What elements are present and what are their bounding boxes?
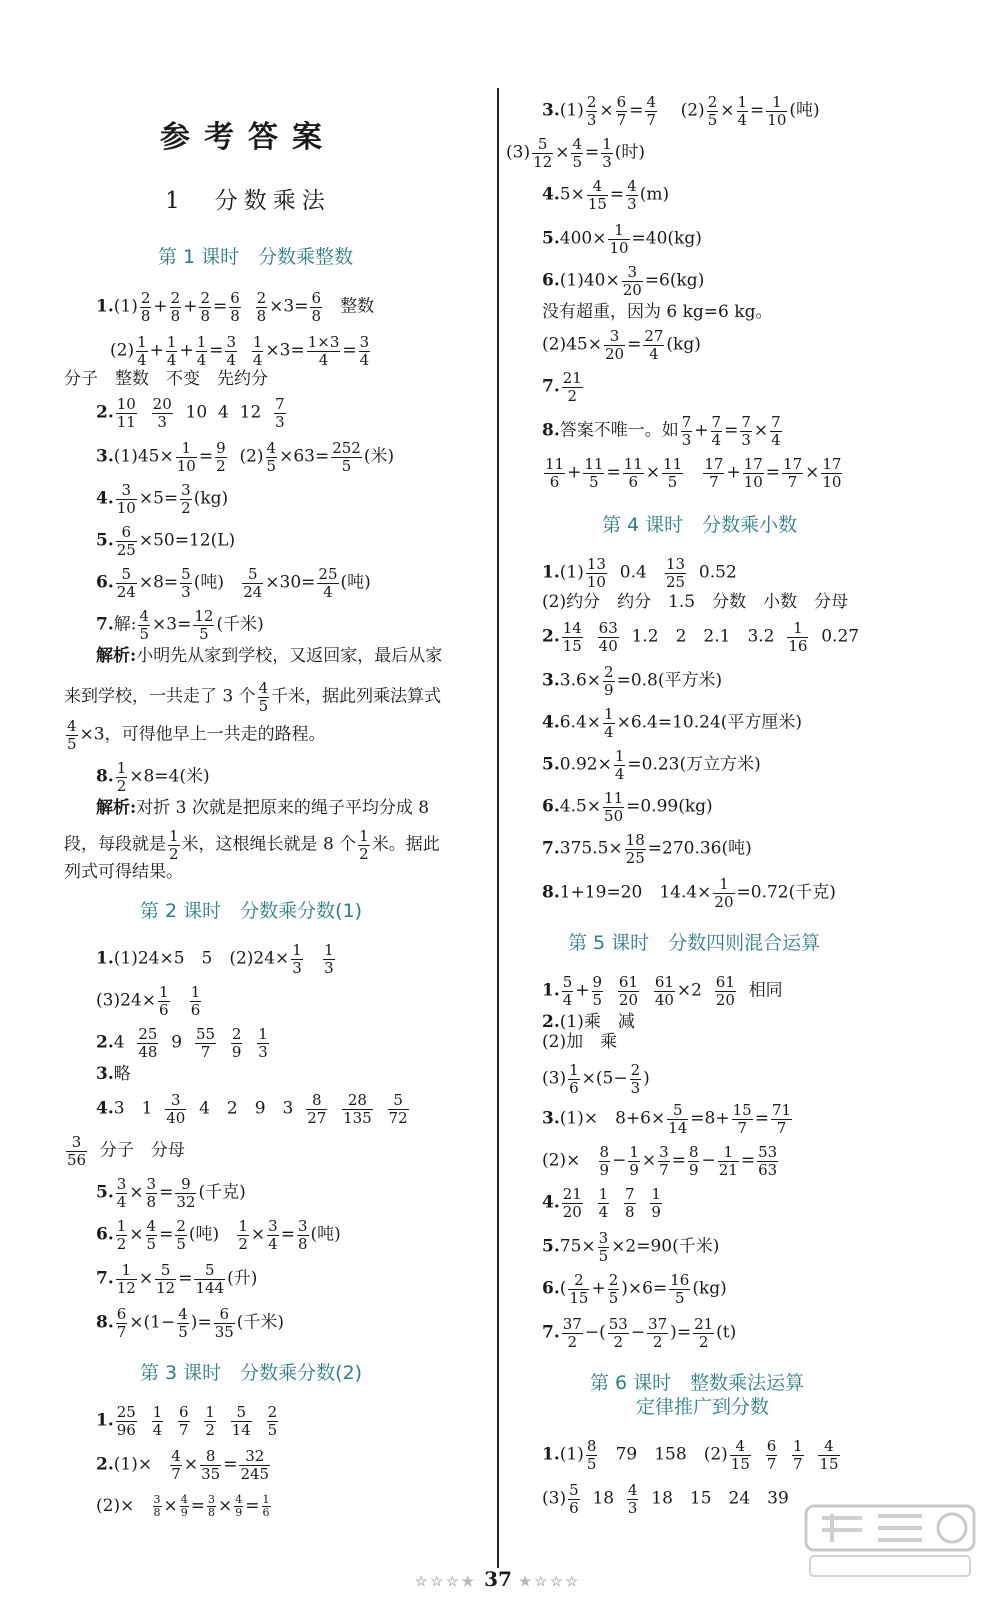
s5-q2-line1: 2.(1)乘 减 — [542, 1012, 635, 1032]
s3-q2-line2: (2)× $\frac{3}{8}$ × $\frac{4}{9}$ = $\frac{3}{8}$ × $\frac{4}{9}$ = $\frac{1}{6}$ — [96, 1493, 270, 1520]
section-6-title-line2: 定律推广到分数 — [636, 1396, 770, 1418]
left-stars-decoration: ☆☆☆★ — [414, 1574, 478, 1590]
s1-q6: 6. $\frac{5}{24}$ ×8= $\frac{5}{3}$ (吨) $\frac{5}{24}$ ×30= $\frac{25}{4}$ (吨) — [96, 565, 371, 601]
s4-q7: 7.375.5× $\frac{18}{25}$ =270.36(吨) — [542, 831, 752, 867]
page-title: 参考答案 — [160, 120, 336, 155]
s1-q8-analysis-2: 段，每段就是 $\frac{1}{2}$ 米，这根绳长就是 8 个 $\frac{1}{2}$ 米。据此 — [64, 827, 440, 863]
s4-q1-line1: 1.(1) $\frac{13}{10}$ 0.4 $\frac{13}{25}$ 0.52 — [542, 555, 737, 591]
s3-q3-line1: 3.(1) $\frac{2}{3}$ × $\frac{6}{7}$ = $\frac{4}{7}$ (2) $\frac{2}{5}$ × $\frac{1}{4}$ = $\frac{1}{10}$ (吨) — [542, 93, 820, 129]
s5-q3-line2: (2)× $\frac{8}{9}$ − $\frac{1}{9}$ × $\frac{3}{7}$ = $\frac{8}{9}$ − $\frac{1}{21}$ = $\frac{53}{63}$ — [542, 1143, 778, 1179]
s1-q7-analysis-1: 解析:小明先从家到学校，又返回家，最后从家 — [96, 646, 443, 666]
s2-q8: 8. $\frac{6}{7}$ ×(1− $\frac{4}{5}$ )= $\frac{6}{35}$ (千米) — [96, 1305, 285, 1341]
s3-q6-line3: (2)45× $\frac{3}{20}$ = $\frac{27}{4}$ (kg) — [542, 327, 701, 363]
s1-q4: 4. $\frac{3}{10}$ ×5= $\frac{3}{2}$ (kg) — [96, 481, 229, 517]
s1-q2: 2. $\frac{10}{11}$ $\frac{20}{3}$ 10 4 12 $\frac{7}{3}$ — [96, 395, 285, 431]
s2-q4: 4.3 1 $\frac{3}{40}$ 4 2 9 3 $\frac{8}{27}$ $\frac{28}{135}$ $\frac{5}{72}$ — [96, 1091, 408, 1127]
chapter-title: 1 分数乘法 — [165, 188, 331, 214]
s3-q1: 1. $\frac{25}{96}$ $\frac{1}{4}$ $\frac{6}{7}$ $\frac{1}{2}$ $\frac{5}{14}$ $\frac{2}{5}$ — [96, 1403, 278, 1439]
right-stars-decoration: ★☆☆☆ — [518, 1574, 582, 1590]
s1-q5: 5. $\frac{6}{25}$ ×50=12(L) — [96, 523, 236, 559]
s1-q8: 8. $\frac{1}{2}$ ×8=4(米) — [96, 759, 210, 795]
s1-q7: 7.解: $\frac{4}{5}$ ×3= $\frac{12}{5}$ (千米) — [96, 607, 264, 643]
section-5-title: 第 5 课时 分数四则混合运算 — [568, 932, 821, 954]
s3-q8-line2: $\frac{11}{6}$ + $\frac{11}{5}$ = $\frac{11}{6}$ × $\frac{11}{5}$ $\frac{17}{7}$ + $\frac{17}{10}$ = $\frac{17}{7}$ × $\frac{17}{10}$ — [545, 455, 842, 491]
section-1-title: 第 1 课时 分数乘整数 — [158, 246, 354, 268]
page-number: 37 — [484, 1567, 512, 1591]
s6-q1-line1: 1.(1) $\frac{8}{5}$ 79 158 (2) $\frac{4}{15}$ $\frac{6}{7}$ $\frac{1}{7}$ $\frac{4}{15}$ — [542, 1437, 839, 1473]
s1-q8-analysis-3: 列式可得结果。 — [64, 862, 183, 882]
s1-q8-analysis-1: 解析:对折 3 次就是把原来的绳子平均分成 8 — [96, 798, 430, 818]
s5-q1: 1. $\frac{5}{4}$ + $\frac{9}{5}$ $\frac{61}{20}$ $\frac{61}{40}$ ×2 $\frac{61}{20}$ 相同 — [542, 973, 783, 1009]
section-2-title: 第 2 课时 分数乘分数(1) — [140, 900, 363, 922]
s1-q1-line1: 1.(1) $\frac{2}{8}$ + $\frac{2}{8}$ + $\frac{2}{8}$ = $\frac{6}{8}$ $\frac{2}{8}$ ×3= $\frac{6}{8}$ 整数 — [96, 289, 375, 325]
s4-q6: 6.4.5× $\frac{11}{50}$ =0.99(kg) — [542, 789, 713, 825]
s3-q6-line2: 没有超重，因为 6 kg=6 kg。 — [542, 302, 773, 322]
s1-q1-line3: 分子 整数 不变 先约分 — [64, 369, 268, 389]
s2-q1-line1: 1.(1)24×5 5 (2)24× $\frac{1}{3}$ $\frac{1}{3}$ — [96, 941, 334, 977]
s4-q3: 3.3.6× $\frac{2}{9}$ =0.8(平方米) — [542, 663, 723, 699]
s5-q4: 4. $\frac{21}{20}$ $\frac{1}{4}$ $\frac{7}{8}$ $\frac{1}{9}$ — [542, 1185, 661, 1221]
s3-q8-line1: 8.答案不唯一。如 $\frac{7}{3}$ + $\frac{7}{4}$ = $\frac{7}{3}$ × $\frac{7}{4}$ — [542, 413, 781, 449]
s2-q4-cont: $\frac{3}{56}$ 分子 分母 — [67, 1133, 185, 1169]
s4-q1-line2: (2)约分 约分 1.5 分数 小数 分母 — [542, 592, 849, 612]
s4-q2: 2. $\frac{14}{15}$ $\frac{63}{40}$ 1.2 2 2.1 3.2 $\frac{1}{16}$ 0.27 — [542, 619, 860, 655]
s3-q3-line2: (3) $\frac{5}{12}$ × $\frac{4}{5}$ = $\frac{1}{3}$ (时) — [506, 135, 646, 171]
s4-q5: 5.0.92× $\frac{1}{4}$ =0.23(万立方米) — [542, 747, 761, 783]
section-3-title: 第 3 课时 分数乘分数(2) — [140, 1362, 363, 1384]
s3-q7: 7. $\frac{21}{2}$ — [542, 369, 582, 405]
s1-q1-line2: (2) $\frac{1}{4}$ + $\frac{1}{4}$ + $\frac{1}{4}$ = $\frac{3}{4}$ $\frac{1}{4}$ ×3= $\frac{1\times 3}{4}$ = $\frac{3}{4}$ — [110, 333, 370, 369]
s5-q6: 6.( $\frac{2}{15}$ + $\frac{2}{5}$ )×6= $\frac{16}{5}$ (kg) — [542, 1271, 727, 1307]
s3-q5: 5.400× $\frac{1}{10}$ =40(kg) — [542, 221, 702, 257]
s3-q4: 4.5× $\frac{4}{15}$ = $\frac{4}{3}$ (m) — [542, 177, 670, 213]
s6-q1-line2: (3) $\frac{5}{6}$ 18 $\frac{4}{3}$ 18 15 24 39 — [542, 1481, 789, 1517]
s1-q7-analysis-2: 来到学校，一共走了 3 个 $\frac{4}{5}$ 千米，据此列乘法算式 — [64, 679, 442, 715]
s1-q7-analysis-3: $\frac{4}{5}$ ×3，可得他早上一共走的路程。 — [67, 717, 326, 753]
s5-q7: 7. $\frac{37}{2}$ −( $\frac{53}{2}$ − $\frac{37}{2}$ )= $\frac{21}{2}$ (t) — [542, 1315, 737, 1351]
s1-q3: 3.(1)45× $\frac{1}{10}$ = $\frac{9}{2}$ (2) $\frac{4}{5}$ ×63= $\frac{252}{5}$ (米) — [96, 439, 395, 475]
section-6-title-line1: 第 6 课时 整数乘法运算 — [590, 1372, 805, 1394]
s4-q4: 4.6.4× $\frac{1}{4}$ ×6.4=10.24(平方厘米) — [542, 705, 803, 741]
s5-q5: 5.75× $\frac{3}{5}$ ×2=90(千米) — [542, 1229, 720, 1265]
s2-q2: 2.4 $\frac{25}{48}$ 9 $\frac{55}{7}$ $\frac{2}{9}$ $\frac{1}{3}$ — [96, 1025, 268, 1061]
s4-q8: 8.1+19=20 14.4× $\frac{1}{20}$ =0.72(千克) — [542, 875, 836, 911]
s5-q2-line2: (2)加 乘 — [542, 1032, 618, 1052]
watermark-logo-icon — [802, 1500, 978, 1580]
s2-q7: 7. $\frac{1}{12}$ × $\frac{5}{12}$ = $\frac{5}{144}$ (升) — [96, 1261, 258, 1297]
s5-q2-line3: (3) $\frac{1}{6}$ ×(5− $\frac{2}{3}$ ) — [542, 1061, 650, 1097]
s2-q1-line2: (3)24× $\frac{1}{6}$ $\frac{1}{6}$ — [96, 983, 201, 1019]
s5-q3-line1: 3.(1)× 8+6× $\frac{5}{14}$ =8+ $\frac{15}{7}$ = $\frac{71}{7}$ — [542, 1101, 792, 1137]
s3-q2-line1: 2.(1)× $\frac{4}{7}$ × $\frac{8}{35}$ = $\frac{32}{245}$ — [96, 1447, 270, 1483]
s2-q6: 6. $\frac{1}{2}$ × $\frac{4}{5}$ = $\frac{2}{5}$ (吨) $\frac{1}{2}$ × $\frac{3}{4}$ = $\frac{3}{8}$ (吨) — [96, 1217, 341, 1253]
section-4-title: 第 4 课时 分数乘小数 — [602, 514, 798, 536]
column-divider — [497, 88, 499, 1568]
s2-q3: 3.略 — [96, 1064, 131, 1084]
s3-q6-line1: 6.(1)40× $\frac{3}{20}$ =6(kg) — [542, 263, 705, 299]
s2-q5: 5. $\frac{3}{4}$ × $\frac{3}{8}$ = $\frac{9}{32}$ (千克) — [96, 1175, 246, 1211]
